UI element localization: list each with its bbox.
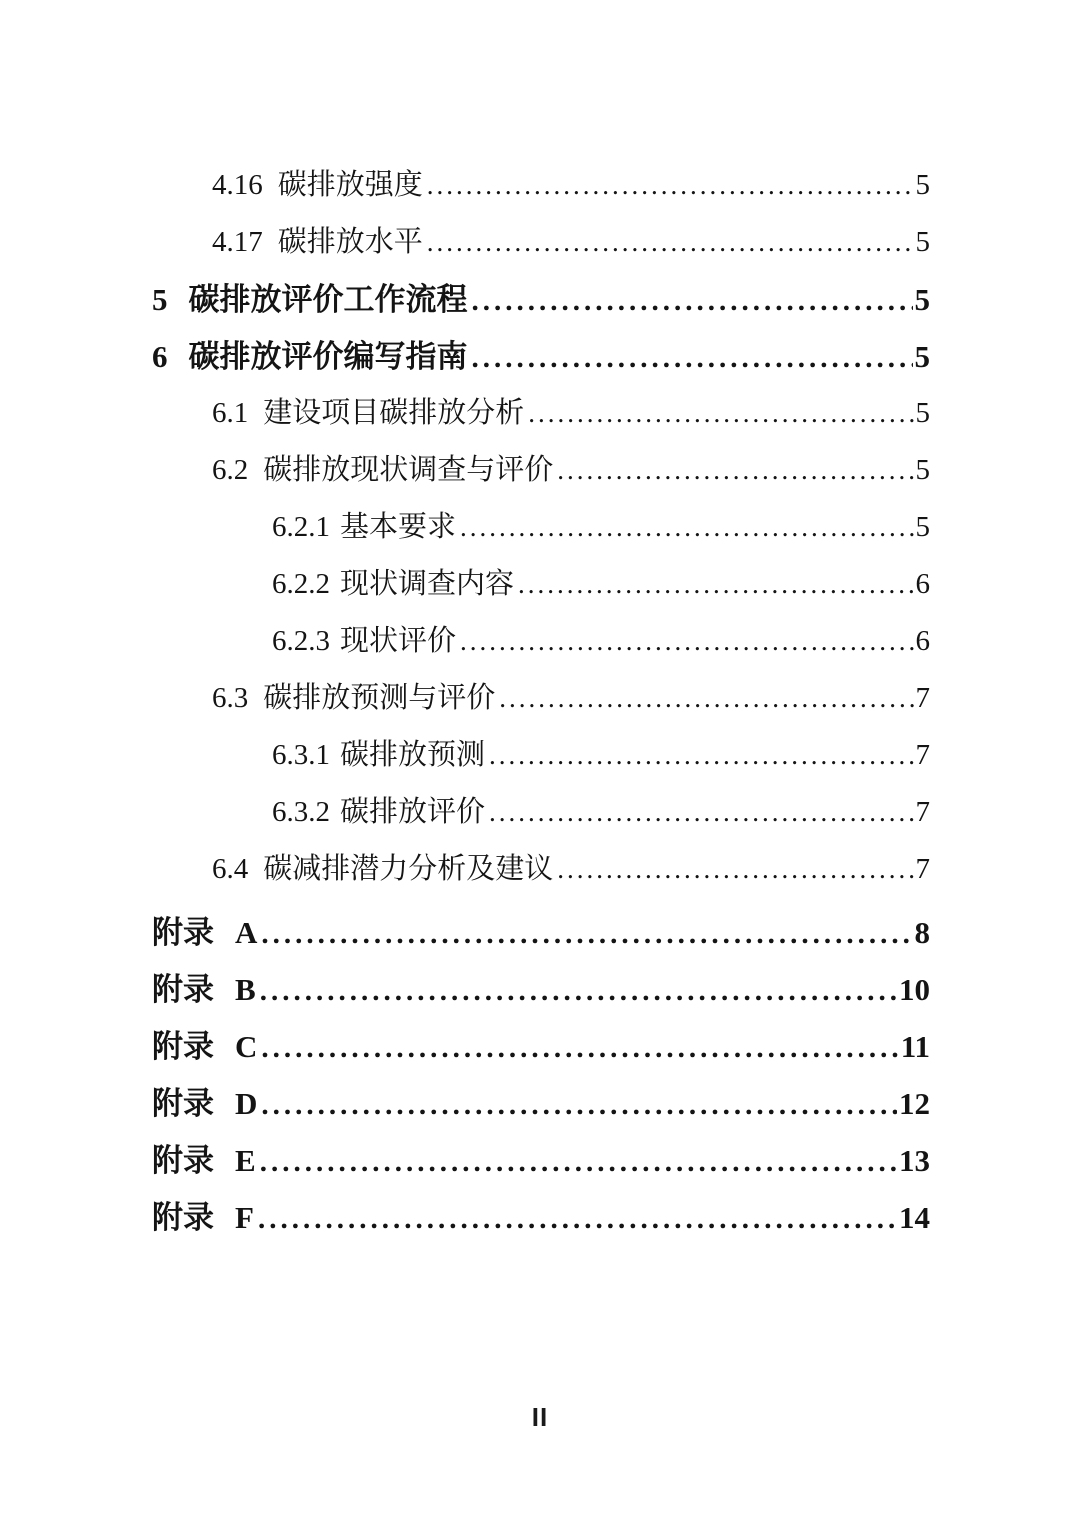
page-footer-number: II: [531, 1402, 549, 1432]
toc-entry-page: 5: [914, 339, 930, 374]
toc-entry-number: 附录: [152, 1029, 214, 1064]
toc-entry-number: 6.4: [212, 853, 249, 885]
toc-entry: [152, 385, 930, 442]
toc-entry: [152, 904, 930, 961]
toc-entry: [152, 442, 930, 499]
toc-entry-page: 7: [915, 853, 930, 885]
toc-entry-number: 4.17: [212, 226, 263, 258]
dot-leader: [528, 385, 913, 442]
toc-entry-title: B: [235, 972, 256, 1007]
toc-entry: [152, 784, 930, 841]
toc-entry-number: 6.2.1: [272, 511, 330, 543]
toc-entry-title: D: [235, 1086, 258, 1121]
toc-entry-page: 7: [915, 796, 930, 828]
toc-entry: [152, 1189, 930, 1246]
toc-entry: [152, 841, 930, 898]
toc-entry-number: 附录: [152, 1086, 214, 1121]
dot-leader: [260, 961, 897, 1020]
toc-entry: [152, 214, 930, 271]
dot-leader: [557, 442, 913, 499]
dot-leader: [427, 157, 914, 214]
dot-leader: [489, 727, 913, 784]
toc-entry: [152, 613, 930, 670]
dot-leader: [557, 841, 913, 898]
toc-entry-title: 碳排放预测与评价: [263, 682, 496, 714]
table-of-contents: [152, 157, 930, 1246]
toc-entry-page: 12: [899, 1086, 930, 1121]
toc-entry-page: 11: [900, 1029, 930, 1064]
dot-leader: [427, 214, 914, 271]
dot-leader: [261, 904, 912, 963]
toc-entry: [152, 328, 930, 385]
toc-entry-page: 5: [915, 511, 930, 543]
toc-entry-page: 14: [899, 1200, 930, 1235]
dot-leader: [460, 499, 913, 556]
toc-entry-number: 5: [152, 282, 168, 317]
dot-leader: [258, 1189, 897, 1248]
toc-entry: [152, 499, 930, 556]
dot-leader: [489, 784, 913, 841]
toc-entry-title: 碳排放评价: [340, 796, 486, 828]
toc-entry-number: 6.3.2: [272, 796, 330, 828]
toc-entry-number: 附录: [152, 1200, 214, 1235]
toc-entry: [152, 271, 930, 328]
dot-leader: [472, 328, 913, 387]
dot-leader: [472, 271, 913, 330]
dot-leader: [499, 670, 913, 727]
toc-entry-page: 5: [915, 454, 930, 486]
toc-entry: [152, 727, 930, 784]
toc-entry: [152, 1018, 930, 1075]
toc-entry-title: 碳排放评价编写指南: [188, 339, 468, 374]
toc-entry-title: F: [235, 1200, 254, 1235]
toc-entry: [152, 670, 930, 727]
toc-entry: [152, 556, 930, 613]
toc-entry-title: 碳排放评价工作流程: [188, 282, 468, 317]
toc-entry-number: 6.1: [212, 397, 249, 429]
toc-entry-number: 4.16: [212, 169, 263, 201]
toc-entry-title: 建设项目碳排放分析: [263, 397, 525, 429]
toc-entry-title: E: [235, 1143, 256, 1178]
toc-entry-page: 7: [915, 739, 930, 771]
toc-entry-page: 6: [915, 625, 930, 657]
toc-entry-title: 现状调查内容: [340, 568, 515, 600]
toc-entry-number: 6.2: [212, 454, 249, 486]
toc-entry: [152, 961, 930, 1018]
toc-entry-page: 5: [915, 169, 930, 201]
toc-entry: [152, 157, 930, 214]
toc-entry-number: 6.3: [212, 682, 249, 714]
toc-entry-page: 13: [899, 1143, 930, 1178]
toc-entry-page: 5: [915, 226, 930, 258]
toc-entry-page: 5: [914, 282, 930, 317]
dot-leader: [261, 1018, 898, 1077]
toc-entry-page: 7: [915, 682, 930, 714]
toc-entry: [152, 1075, 930, 1132]
toc-entry-number: 6: [152, 339, 168, 374]
toc-entry-number: 6.3.1: [272, 739, 330, 771]
toc-entry-title: A: [235, 915, 258, 950]
toc-entry-number: 附录: [152, 915, 214, 950]
toc-entry-title: 碳减排潜力分析及建议: [263, 853, 554, 885]
toc-entry-page: 10: [899, 972, 930, 1007]
dot-leader: [460, 613, 913, 670]
toc-entry-number: 6.2.2: [272, 568, 330, 600]
toc-entry-page: 6: [915, 568, 930, 600]
toc-entry-title: 基本要求: [340, 511, 457, 543]
toc-entry-title: 碳排放强度: [277, 169, 423, 201]
toc-entry-title: 现状评价: [340, 625, 457, 657]
toc-entry-title: 碳排放现状调查与评价: [263, 454, 554, 486]
toc-entry-title: 碳排放水平: [277, 226, 423, 258]
dot-leader: [261, 1075, 897, 1134]
toc-entry-page: 8: [914, 915, 930, 950]
dot-leader: [518, 556, 913, 613]
toc-entry-number: 附录: [152, 1143, 214, 1178]
toc-entry-page: 5: [915, 397, 930, 429]
toc-entry: [152, 1132, 930, 1189]
dot-leader: [260, 1132, 897, 1191]
toc-entry-number: 6.2.3: [272, 625, 330, 657]
toc-entry-title: 碳排放预测: [340, 739, 486, 771]
toc-entry-number: 附录: [152, 972, 214, 1007]
toc-entry-title: C: [235, 1029, 258, 1064]
